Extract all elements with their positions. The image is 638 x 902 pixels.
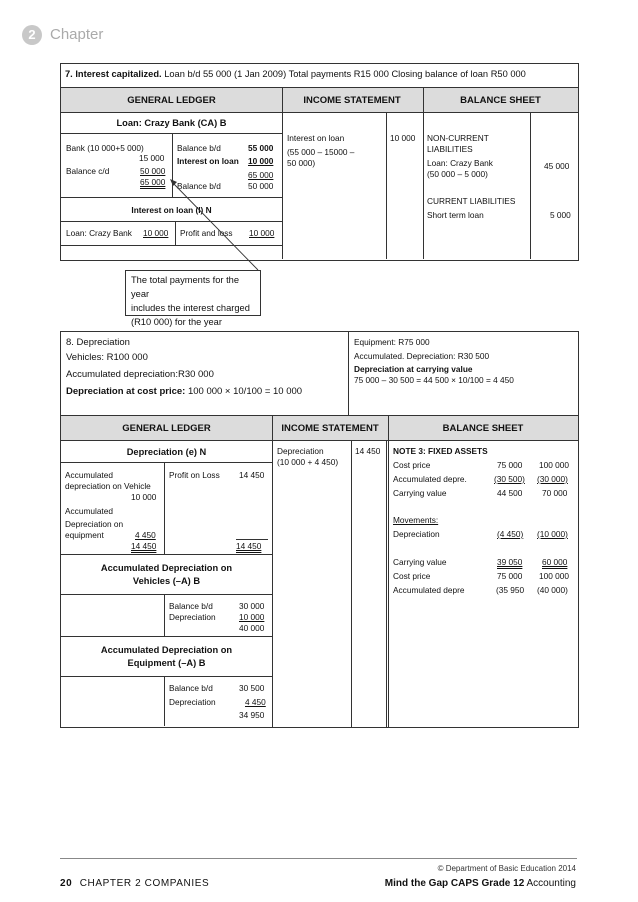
- s7-header-general-ledger: GENERAL LEDGER: [127, 95, 216, 106]
- s8-right-4: 75 000 – 30 500 = 44 500 × 10/100 = 4 450: [354, 375, 514, 385]
- dep-account-title: Depreciation (e) N: [126, 447, 207, 457]
- footer-chapter: CHAPTER 2 COMPANIES: [79, 878, 210, 889]
- loan-cr-interest-amt: 10 000: [248, 156, 274, 166]
- loan-dr-balcd-amt: 50 000: [140, 166, 166, 176]
- s7-header-income-statement: INCOME STATEMENT: [303, 95, 401, 106]
- loan-cr-balbd2-label: Balance b/d: [177, 181, 221, 191]
- footer-rule: [60, 858, 577, 859]
- adv-cr-l1: Balance b/d: [169, 601, 213, 611]
- is8-label-2: (10 000 + 4 450): [277, 457, 339, 467]
- interest-dr-label: Loan: Crazy Bank: [66, 228, 132, 238]
- note-row2-c1: (30 500): [494, 474, 525, 484]
- dep-dr-l1: Accumulated: [65, 470, 113, 480]
- adv-cr-l2: Depreciation: [169, 612, 216, 622]
- note-row3-c2: 70 000: [542, 488, 568, 498]
- loan-cr-balbd-amt: 55 000: [248, 143, 274, 153]
- bs7-short-term-loan: Short term loan: [427, 210, 484, 220]
- interest-account-title: Interest on loan (I) N: [131, 205, 212, 215]
- adv-cr-a1: 30 000: [239, 601, 265, 611]
- note-row1-c1: 75 000: [497, 460, 523, 470]
- bs7-ncl-1: NON-CURRENT: [427, 133, 489, 143]
- interest-dr-amt: 10 000: [143, 228, 169, 238]
- footer-copyright: © Department of Basic Education 2014: [437, 864, 576, 873]
- s8-header-balance-sheet: BALANCE SHEET: [442, 423, 524, 434]
- dep-dr-l4: Depreciation on: [65, 519, 124, 529]
- note-dep-label: Depreciation: [393, 529, 440, 539]
- loan-cr-interest-label: Interest on loan: [177, 156, 239, 166]
- callout-line-3: (R10 000) for the year: [131, 317, 222, 327]
- s8-right-2: Accumulated. Depreciation: R30 500: [354, 351, 490, 361]
- note-row1-label: Cost price: [393, 460, 431, 470]
- bs7-loan-amt: 45 000: [544, 161, 570, 171]
- note-title: NOTE 3: FIXED ASSETS: [393, 446, 488, 456]
- ade-cr-l1: Balance b/d: [169, 683, 213, 693]
- note-movements: Movements:: [393, 515, 439, 525]
- dep-cr-label: Profit on Loss: [169, 470, 220, 480]
- is7-label-1: Interest on loan: [287, 133, 345, 143]
- s7-header-balance-sheet: BALANCE SHEET: [460, 95, 541, 106]
- note-row6-c1: (35 950: [496, 585, 525, 595]
- dep-dr-a1: 10 000: [131, 492, 157, 502]
- note-row2-label: Accumulated depre.: [393, 474, 467, 484]
- s8-line-1: Vehicles: R100 000: [66, 352, 148, 363]
- bs7-loan-1: Loan: Crazy Bank: [427, 158, 493, 168]
- is8-amount: 14 450: [355, 446, 381, 456]
- note-row6-label: Accumulated depre: [393, 585, 465, 595]
- adv-title-1: Accumulated Depreciation on: [100, 563, 233, 573]
- page-number: 20: [60, 878, 73, 889]
- bs7-stl-amt: 5 000: [550, 210, 571, 220]
- loan-account-title: Loan: Crazy Bank (CA) B: [116, 118, 227, 128]
- dep-dr-a2: 4 450: [135, 530, 156, 540]
- s8-right-1: Equipment: R75 000: [354, 337, 430, 347]
- note-dep-c2: (10 000): [537, 529, 568, 539]
- note-row4-c2: 60 000: [542, 557, 568, 567]
- chapter-number: 2: [28, 27, 36, 42]
- loan-cr-total: 65 000: [248, 170, 274, 180]
- chapter-label: Chapter: [50, 26, 104, 43]
- ade-title-2: Equipment (–A) B: [127, 658, 206, 668]
- dep-dr-l3: Accumulated: [65, 506, 113, 516]
- bs7-current-liabilities: CURRENT LIABILITIES: [427, 196, 516, 206]
- footer-left: [60, 878, 209, 889]
- note-row5-c1: 75 000: [497, 571, 523, 581]
- callout-box: [125, 270, 261, 327]
- note-row3-c1: 44 500: [497, 488, 523, 498]
- dep-dr-l2: depreciation on Vehicle: [65, 481, 151, 491]
- callout-arrow: [150, 160, 270, 280]
- is7-label-3: 50 000): [287, 158, 316, 168]
- adv-cr-a2: 10 000: [239, 612, 265, 622]
- interest-cr-label: Profit and loss: [180, 228, 233, 238]
- note-row2-c2: (30 000): [537, 474, 568, 484]
- callout-line-2: includes the interest charged: [131, 303, 250, 313]
- note-row5-c2: 100 000: [539, 571, 569, 581]
- s8-right-3: Depreciation at carrying value: [354, 364, 473, 374]
- is7-label-2: (55 000 – 15000 –: [287, 147, 355, 157]
- note-dep-c1: (4 450): [497, 529, 524, 539]
- dep-cr-total: 14 450: [236, 541, 262, 551]
- loan-cr-balbd-label: Balance b/d: [177, 143, 221, 153]
- note-row1-c2: 100 000: [539, 460, 569, 470]
- dep-cr-amt: 14 450: [239, 470, 265, 480]
- note-row5-label: Cost price: [393, 571, 431, 581]
- s8-line-2: Accumulated depreciation:R30 000: [66, 369, 214, 380]
- note-row4-label: Carrying value: [393, 557, 447, 567]
- s7-title: 7. Interest capitalized. Loan b/d 55 000 (1 Jan 2009) Total payments R15 000 Closing balance of loan R50 000: [65, 69, 526, 79]
- note-row6-c2: (40 000): [537, 585, 568, 595]
- s8-header-general-ledger: GENERAL LEDGER: [122, 423, 211, 434]
- interest-cr-amt: 10 000: [249, 228, 275, 238]
- is8-label-1: Depreciation: [277, 446, 324, 456]
- callout-line-1: The total payments for the year: [131, 275, 240, 299]
- ade-title-1: Accumulated Depreciation on: [100, 645, 233, 655]
- loan-dr-bank-amt: 15 000: [139, 153, 165, 163]
- loan-dr-total: 65 000: [140, 177, 166, 187]
- is7-amount: 10 000: [390, 133, 416, 143]
- loan-cr-balbd2-amt: 50 000: [248, 181, 274, 191]
- chapter-badge: [22, 25, 42, 45]
- dep-dr-total: 14 450: [131, 541, 157, 551]
- loan-dr-bank-label: Bank (10 000+5 000): [66, 143, 144, 153]
- adv-title-2: Vehicles (–A) B: [132, 576, 201, 586]
- s8-title: 8. Depreciation: [66, 337, 130, 348]
- dep-dr-l5: equipment: [65, 530, 104, 540]
- s8-header-income-statement: INCOME STATEMENT: [281, 423, 379, 434]
- s8-line-3: Depreciation at cost price: 100 000 × 10/100 = 10 000: [66, 386, 303, 397]
- adv-cr-total: 40 000: [239, 623, 265, 633]
- note-row4-c1: 39 050: [497, 557, 523, 567]
- ade-cr-l2: Depreciation: [169, 697, 216, 707]
- bs7-loan-2: (50 000 – 5 000): [427, 169, 488, 179]
- ade-cr-a1: 30 500: [239, 683, 265, 693]
- loan-dr-balcd-label: Balance c/d: [66, 166, 110, 176]
- note-row3-label: Carrying value: [393, 488, 447, 498]
- ade-cr-total: 34 950: [239, 710, 265, 720]
- footer-book: Mind the Gap CAPS Grade 12 Accounting: [384, 878, 576, 889]
- ade-cr-a2: 4 450: [245, 697, 266, 707]
- bs7-ncl-2: LIABILITIES: [427, 144, 473, 154]
